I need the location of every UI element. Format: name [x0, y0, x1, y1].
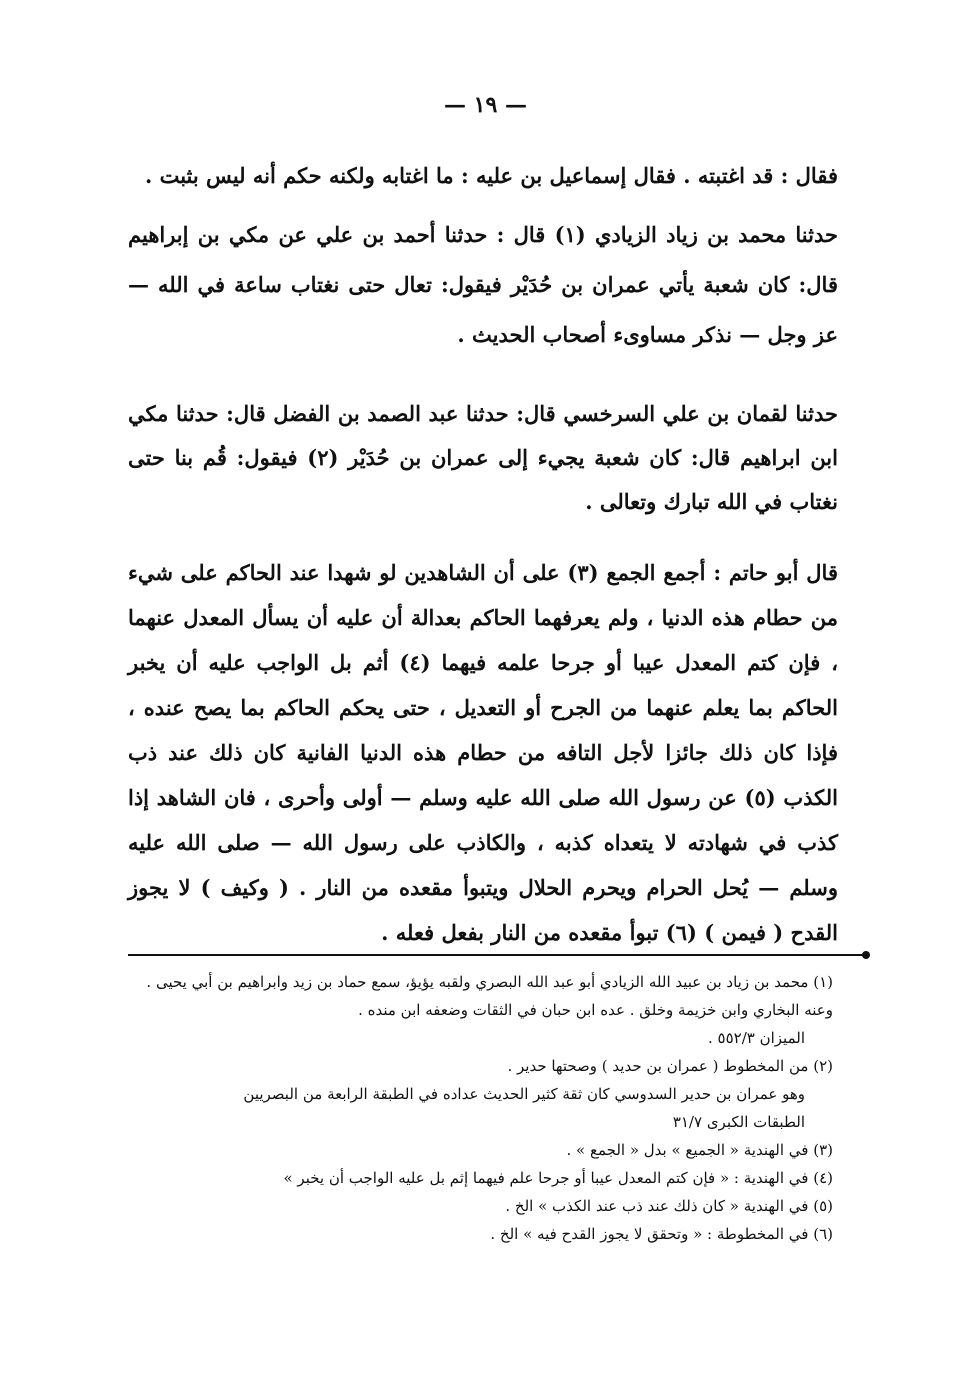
page-number: — ١٩ — — [444, 92, 527, 118]
divider-dot — [862, 951, 870, 959]
footnote-2-source: الطبقات الكبرى ٣١/٧ — [672, 1113, 805, 1131]
paragraph-4: قال أبو حاتم : أجمع الجمع (٣) على أن الشاهدين لو شهدا عند الحاكم على شيء من حطام هذه الدنيا ، ولم يعرفهما الحاكم بعدالة أن عليه أن يسأل المعدل عنهما ، فإن كتم المعدل عيبا أو جرحا علمه فيهما (٤) أثم بل الواجب عليه أن يخبر الحاكم بما يعلم عنهما من الجرح أو التعديل ، حتى يحكم الحاكم بما يصح عنده ، فإذا كان ذلك جائزا لأجل التافه من حطام هذه الدنيا الفانية كان ذلك عند ذب الكذب (٥) عن رسول الله صلى الله عليه وسلم — أولى وأحرى ، فان الشاهد إذا كذب في شهادته لا يتعداه كذبه ، والكاذب على رسول الله — صلى الله عليه وسلم — يُحل الحرام ويحرم الحلال ويتبوأ مقعده من النار . ( وكيف ) لا يجوز القدح ( فيمن ) (٦) تبوأ مقعده من النار بفعل فعله . — [128, 560, 839, 945]
footnote-4: (٤) في الهندية : « فإن كتم المعدل عيبا أو جرحا علم فيهما إثم بل عليه الواجب أن يخبر » — [283, 1169, 833, 1187]
footnote-divider — [128, 954, 866, 956]
footnote-5: (٥) في الهندية « كان ذلك عند ذب عند الكذب » الخ . — [505, 1197, 833, 1215]
paragraph-2: حدثنا محمد بن زياد الزيادي (١) قال : حدثنا أحمد بن علي عن مكي بن إبراهيم قال: كان شعبة يأتي عمران بن حُدَيْر فيقول: تعال حتى نغتاب ساعة في الله — عز وجل — نذكر مساوىء أصحاب الحديث . — [128, 222, 838, 347]
footnote-2: (٢) من المخطوط ( عمران بن حديد ) وصحتها حدير . — [507, 1057, 833, 1075]
footnote-1-source: الميزان ٥٥٢/٣ . — [708, 1029, 805, 1047]
footnote-3: (٣) في الهندية « الجميع » بدل « الجمع » . — [566, 1141, 833, 1159]
footnote-6: (٦) في المخطوطة : « وتحقق لا يجوز القدح فيه » الخ . — [490, 1225, 833, 1243]
footnote-1: (١) محمد بن زياد بن عبيد الله الزيادي أبو عبد الله البصري ولقبه يؤيؤ، سمع حماد بن زيد وابراهيم بن أبي يحيى . وعنه البخاري وابن خزيمة وخلق . عده ابن حبان في الثقات وضعفه ابن منده . — [146, 973, 833, 1019]
footnotes — [128, 968, 833, 1248]
paragraph-1: فقال : قد اغتبته . فقال إسماعيل بن عليه : ما اغتابه ولكنه حكم أنه ليس بثبت . — [144, 163, 838, 188]
paragraph-3: حدثنا لقمان بن علي السرخسي قال: حدثنا عبد الصمد بن الفضل قال: حدثنا مكي ابن ابراهيم قال: كان شعبة يجيء إلى عمران بن حُدَيْر (٢) فيقول: قُم بنا حتى نغتاب في الله تبارك وتعالى . — [128, 401, 838, 514]
footnote-2-detail: وهو عمران بن حدير السدوسي كان ثقة كثير الحديث عداده في الطبقة الرابعة من البصريين — [243, 1085, 805, 1103]
